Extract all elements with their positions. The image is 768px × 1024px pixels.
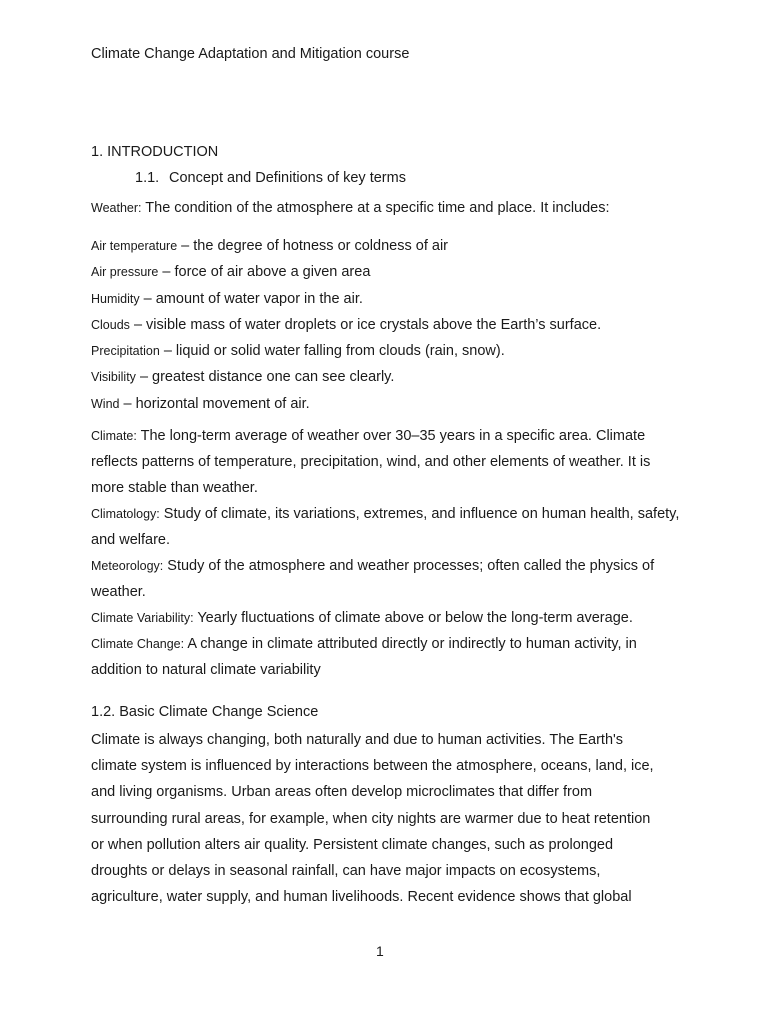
section-heading-basic-science: 1.2. Basic Climate Change Science bbox=[91, 704, 319, 720]
term-label: Climate: bbox=[91, 429, 137, 443]
list-item bbox=[91, 286, 681, 312]
paragraph-line: climate system is influenced by interactions between the atmosphere, oceans, land, ice, bbox=[91, 758, 654, 775]
paragraph-line: droughts or delays in seasonal rainfall, can have major impacts on ecosystems, bbox=[91, 863, 601, 880]
definition-item bbox=[91, 605, 681, 631]
subsection-heading-concepts bbox=[135, 170, 406, 186]
definition-item bbox=[91, 631, 681, 683]
list-item bbox=[91, 391, 681, 417]
term-label: Climate Variability: bbox=[91, 611, 194, 625]
term-label: Air temperature bbox=[91, 239, 178, 253]
list-item bbox=[91, 338, 681, 364]
term-label: Visibility bbox=[91, 370, 136, 385]
term-text: Yearly fluctuations of climate above or below the long-term average. bbox=[193, 610, 633, 626]
term-text: The condition of the atmosphere at a specific time and place. It includes: bbox=[141, 200, 610, 216]
paragraph-line: agriculture, water supply, and human livelihoods. Recent evidence shows that global bbox=[91, 889, 632, 906]
list-item bbox=[91, 233, 681, 259]
term-label: Climate Change: bbox=[91, 637, 185, 651]
term-text: – liquid or solid water falling from clouds (rain, snow). bbox=[159, 343, 505, 360]
course-title: Climate Change Adaptation and Mitigation course bbox=[91, 46, 410, 62]
weather-definition bbox=[91, 195, 681, 221]
list-item bbox=[91, 259, 681, 285]
term-text: – greatest distance one can see clearly. bbox=[135, 369, 395, 386]
term-text: – visible mass of water droplets or ice crystals above the Earth’s surface. bbox=[129, 316, 602, 333]
term-text: Study of climate, its variations, extremes, and influence on human health, safety, and welfare. bbox=[91, 506, 680, 548]
term-text: Study of the atmosphere and weather processes; often called the physics of weather. bbox=[91, 558, 655, 600]
term-label: Climatology: bbox=[91, 507, 160, 521]
definition-item bbox=[91, 553, 681, 605]
term-text: – horizontal movement of air. bbox=[119, 395, 310, 412]
paragraph-line: Climate is always changing, both naturally and due to human activities. The Earth's bbox=[91, 732, 624, 748]
term-label: Meteorology: bbox=[91, 559, 164, 573]
definition-item bbox=[91, 501, 681, 553]
definition-item bbox=[91, 423, 681, 501]
term-label: Precipitation bbox=[91, 344, 160, 359]
weather-elements-list bbox=[91, 233, 681, 417]
term-label: Humidity bbox=[91, 291, 140, 306]
term-label: Clouds bbox=[91, 317, 130, 332]
paragraph-line: surrounding rural areas, for example, when city nights are warmer due to heat retention bbox=[91, 810, 651, 827]
section-heading-introduction: 1. INTRODUCTION bbox=[91, 144, 219, 160]
paragraph-line: or when pollution alters air quality. Persistent climate changes, such as prolonged bbox=[91, 836, 614, 853]
term-text: – the degree of hotness or coldness of air bbox=[177, 238, 448, 254]
page-number: 1 bbox=[376, 943, 384, 959]
list-item bbox=[91, 364, 681, 390]
science-paragraph bbox=[91, 727, 681, 910]
term-text: – amount of water vapor in the air. bbox=[139, 290, 363, 307]
term-text: A change in climate attributed directly or indirectly to human activity, in addition to natural climate variability bbox=[91, 636, 637, 678]
paragraph-line: and living organisms. Urban areas often develop microclimates that differ from bbox=[91, 784, 593, 801]
term-label: Weather: bbox=[91, 201, 142, 215]
definitions-list bbox=[91, 423, 681, 683]
term-text: – force of air above a given area bbox=[158, 264, 371, 281]
subsection-title: Concept and Definitions of key terms bbox=[169, 170, 406, 186]
subsection-number: 1.1. bbox=[135, 170, 160, 186]
term-text: The long-term average of weather over 30–35 years in a specific area. Climate reflects patterns of temperature, precipitation, wind, and other elements of weather. It is more stable than weather. bbox=[91, 428, 651, 496]
list-item bbox=[91, 312, 681, 338]
term-label: Wind bbox=[91, 396, 120, 411]
term-label: Air pressure bbox=[91, 265, 159, 280]
